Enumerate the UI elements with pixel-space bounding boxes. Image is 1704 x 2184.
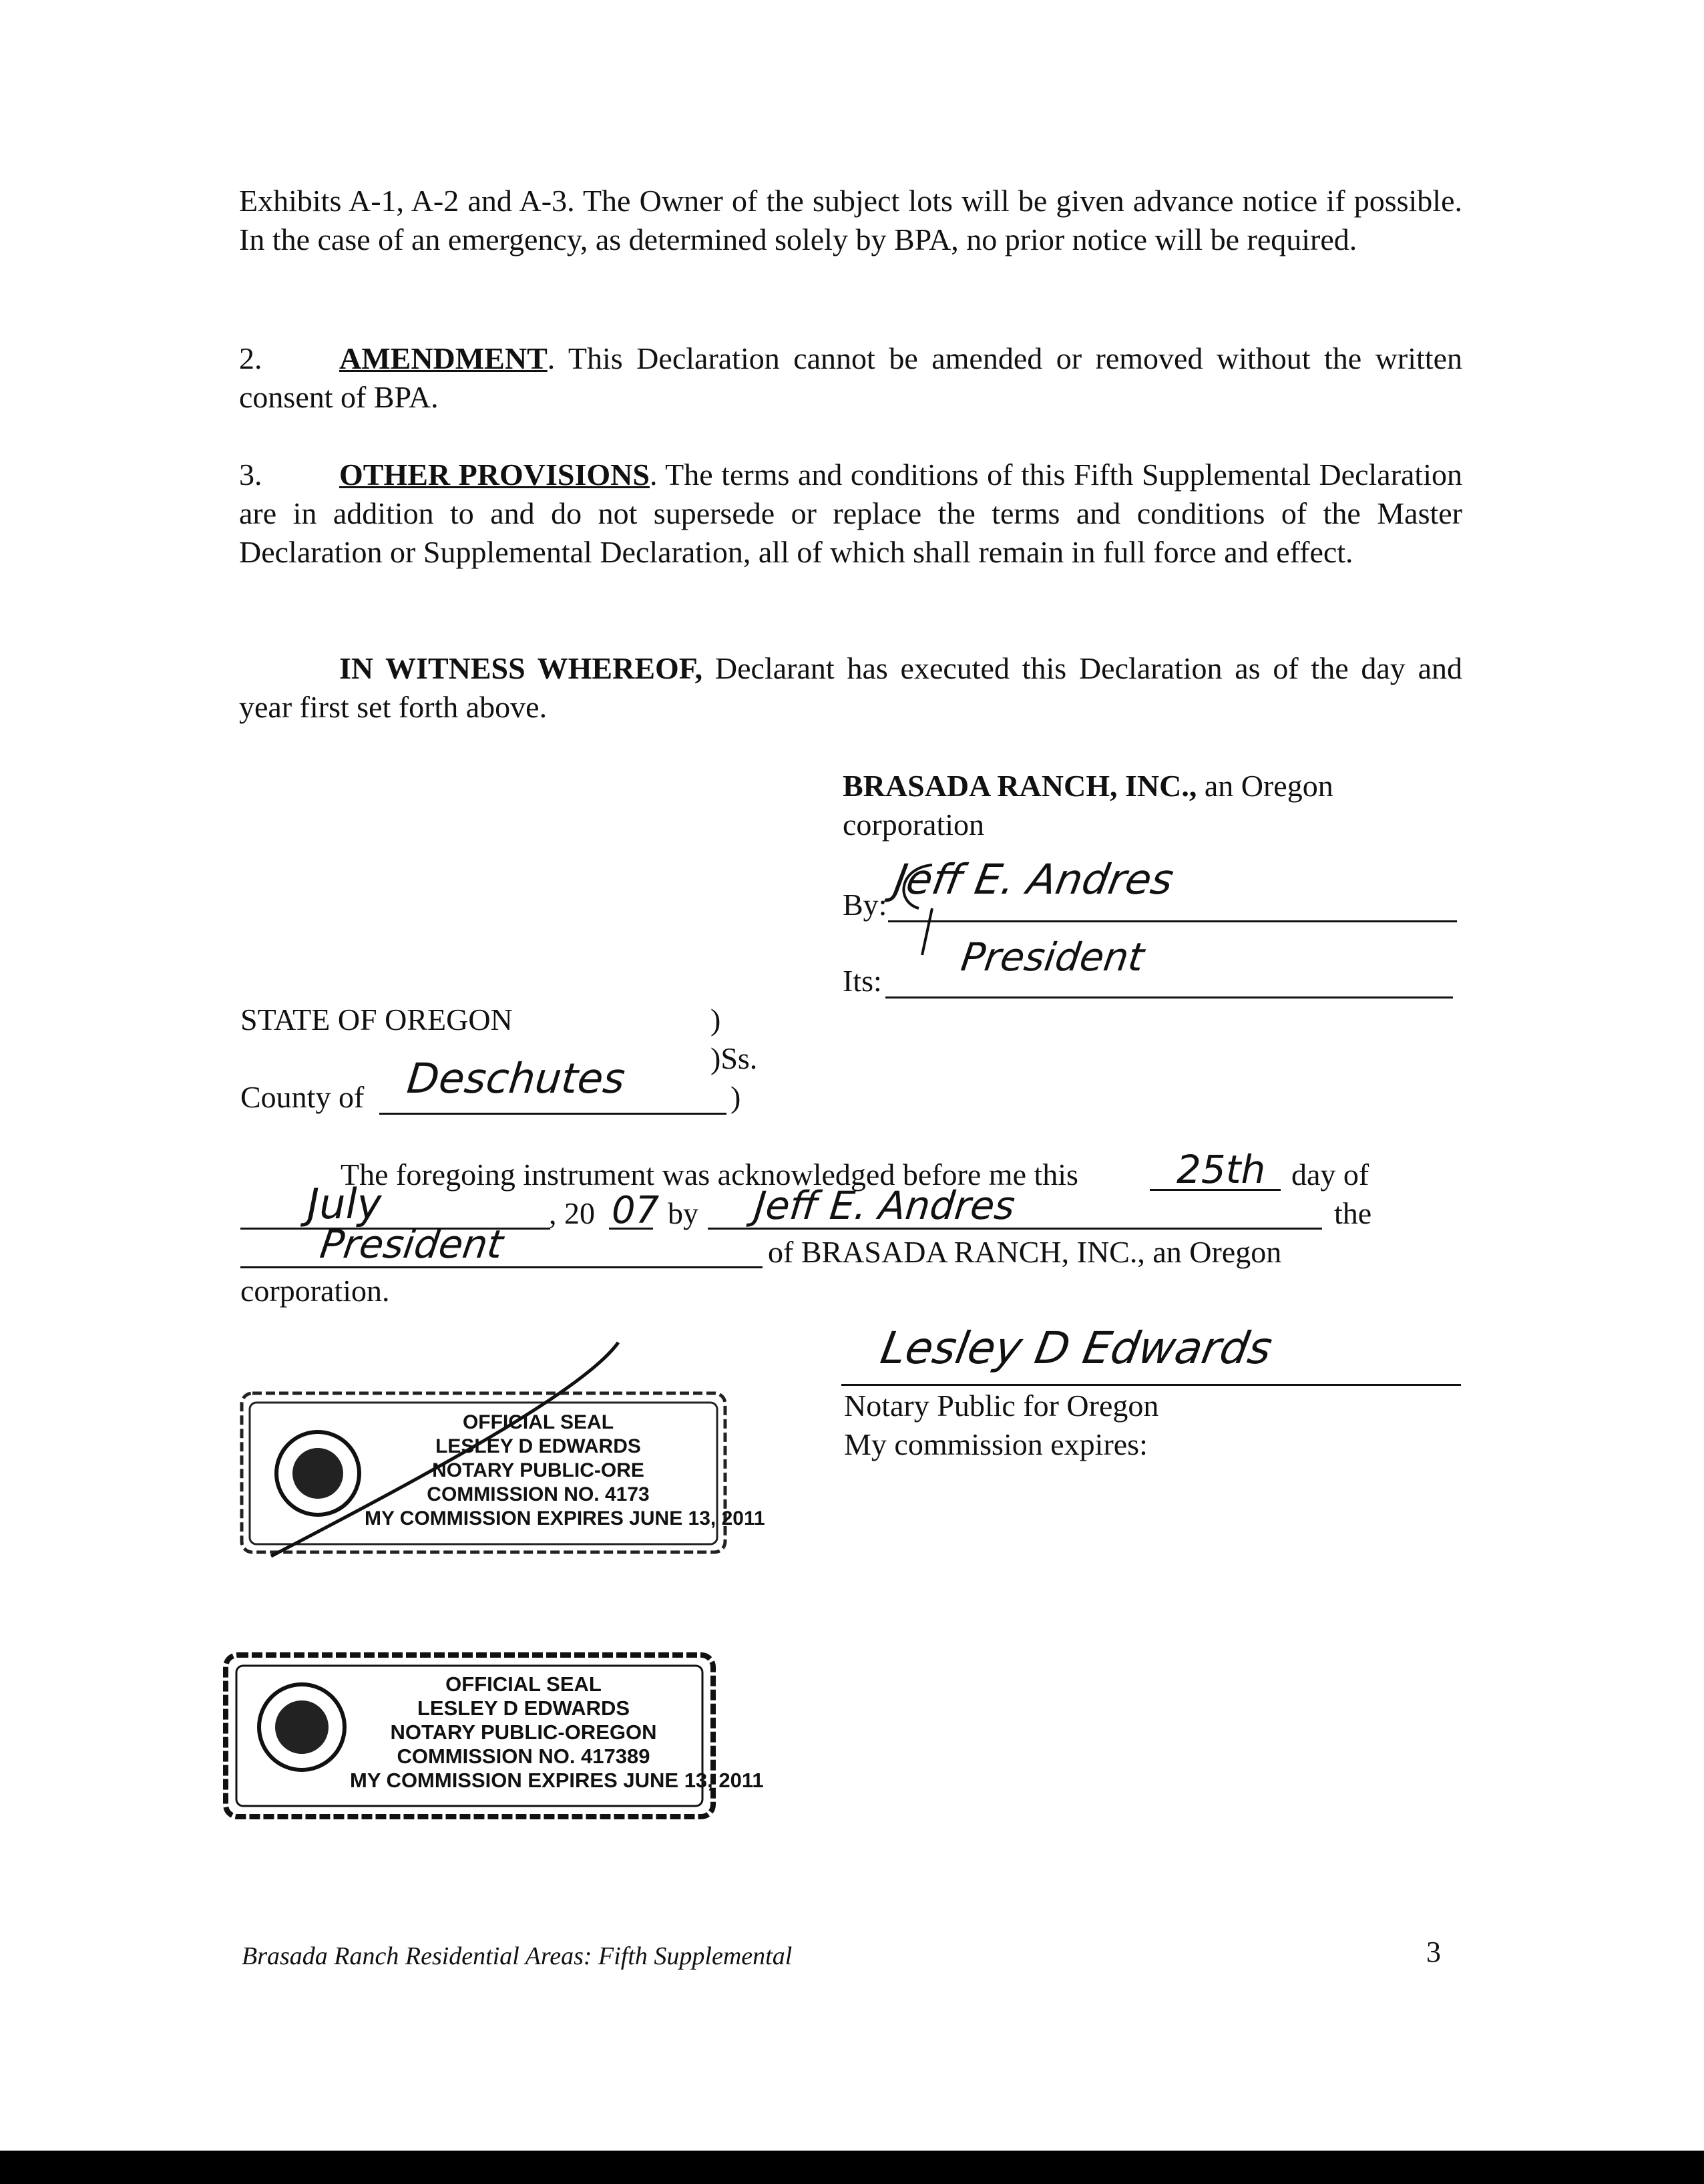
seal-line: COMMISSION NO. 4173: [427, 1483, 650, 1505]
seal-line: NOTARY PUBLIC-OREGON: [390, 1720, 657, 1744]
day-of-text: day of: [1291, 1157, 1369, 1192]
notary-title: Notary Public for Oregon: [844, 1389, 1159, 1423]
company-name-rest: an Oregon: [1197, 769, 1333, 803]
page-number: 3: [1426, 1936, 1441, 1968]
by-signature: Jeff E. Andres: [890, 855, 1178, 904]
company-name: [843, 767, 1333, 805]
section-heading-other-provisions: OTHER PROVISIONS: [339, 458, 650, 492]
venue-paren-close: ): [730, 1080, 741, 1114]
ack-line1-text: The foregoing instrument was acknowledged before me this: [341, 1157, 1078, 1192]
seal-1-text: [365, 1411, 765, 1531]
section-number: 3.: [239, 458, 262, 492]
the-text: the: [1334, 1196, 1372, 1230]
section-number: 2.: [239, 341, 262, 375]
by-text: by: [668, 1196, 698, 1230]
year-prefix: , 20: [549, 1196, 595, 1230]
title-handwritten: President: [317, 1222, 506, 1267]
seal-line: MY COMMISSION EXPIRES JUNE 13, 2011: [365, 1507, 765, 1529]
paragraph-exhibits: Exhibits A-1, A-2 and A-3. The Owner of the subject lots will be given advance notice if possible. In the case of an emergency, as determined solely by BPA, no prior notice will be required.: [239, 184, 1462, 256]
its-title-handwritten: President: [958, 934, 1147, 980]
company-name-bold: BRASADA RANCH, INC.,: [843, 769, 1197, 803]
witness-heading: IN WITNESS WHEREOF,: [339, 651, 703, 685]
its-line: [885, 996, 1453, 998]
section-text: . The terms and conditions of this Fifth Supplemental Declaration are in addition to and do not supersede or replace the terms and conditions of the Master Declaration or Supplemental Declaration, all of which shall remain in full force and effect.: [239, 458, 1462, 569]
seal-line: OFFICIAL SEAL: [445, 1672, 602, 1696]
venue-paren: ): [710, 1003, 721, 1037]
day-handwritten: 25th: [1177, 1147, 1266, 1192]
seal-line: OFFICIAL SEAL: [462, 1411, 614, 1433]
section-text: . This Declaration cannot be amended or removed without the written consent of BPA.: [239, 341, 1462, 414]
notary-signature-line: [841, 1384, 1461, 1386]
paragraph-witness: [239, 649, 1462, 727]
county-handwritten: Deschutes: [405, 1054, 628, 1103]
by-signature-line: [888, 920, 1457, 922]
paragraph-other-provisions: [239, 456, 1462, 572]
seal-line: NOTARY PUBLIC-ORE: [432, 1459, 644, 1481]
seal-line: LESLEY D EDWARDS: [435, 1435, 641, 1457]
seal-line: COMMISSION NO. 417389: [397, 1745, 650, 1768]
county-label: County of: [240, 1080, 365, 1114]
witness-text: Declarant has executed this Declaration as of the day and year first set forth above.: [239, 651, 1462, 724]
official-seal-stamp-crossed: [238, 1336, 765, 1566]
of-company-text: of BRASADA RANCH, INC., an Oregon: [768, 1235, 1282, 1269]
venue-ss: )Ss.: [710, 1041, 758, 1075]
company-type: corporation: [843, 807, 985, 842]
section-heading-amendment: AMENDMENT: [339, 341, 548, 375]
notary-signature: Lesley D Edwards: [877, 1322, 1276, 1374]
year-handwritten: 07: [612, 1189, 660, 1232]
its-label: Its:: [843, 964, 882, 998]
signature-flourish-icon: [892, 862, 966, 962]
paragraph-amendment: [239, 339, 1462, 417]
notary-commission: My commission expires:: [844, 1427, 1148, 1461]
footer-document-title: Brasada Ranch Residential Areas: Fifth Supplemental: [242, 1942, 793, 1970]
scan-border: [0, 2151, 1704, 2184]
county-line: [379, 1113, 726, 1115]
month-handwritten: July: [307, 1179, 382, 1228]
seal-2-text: [350, 1672, 764, 1793]
official-seal: [223, 1652, 764, 1819]
seal-line: LESLEY D EDWARDS: [417, 1696, 630, 1720]
corporation-text: corporation.: [240, 1274, 390, 1308]
seal-line: MY COMMISSION EXPIRES JUNE 13, 2011: [350, 1769, 764, 1792]
by-label: By:: [843, 888, 887, 922]
venue-state: STATE OF OREGON: [240, 1003, 513, 1037]
name-handwritten: Jeff E. Andres: [752, 1183, 1018, 1228]
